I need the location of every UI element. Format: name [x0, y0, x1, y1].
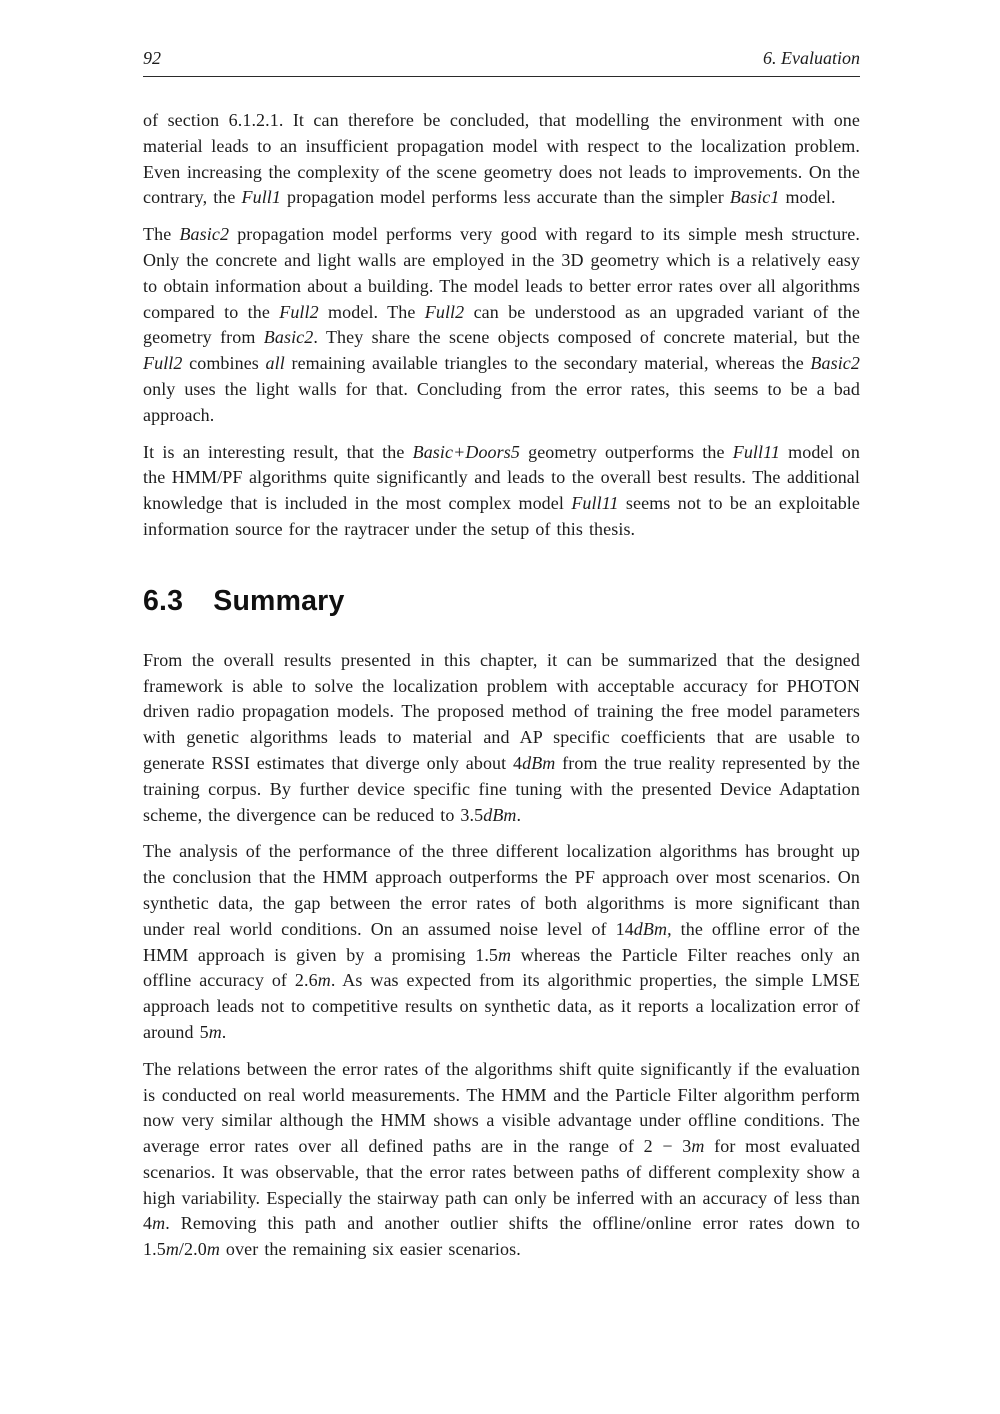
paragraph-5: The analysis of the performance of the three different localization algorithms has brought up the conclusion that the HMM approach outperforms the PF approach over most scenarios. On synthetic data, the gap between the error rates of both algorithms is more significant than under real world conditions. On an assumed noise level of 14dBm, the offline error of the HMM approach is given by a promising 1.5m whereas the Particle Filter reaches only an offline accuracy of 2.6m. As was expected from its algorithmic properties, the simple LMSE approach leads not to competitive results on synthetic data, as it reports a localization error of around 5m.: [143, 841, 860, 1042]
paragraph-2: The Basic2 propagation model performs very good with regard to its simple mesh structure. Only the concrete and light walls are employed in the 3D geometry which is a relatively easy to obtain information about a building. The model leads to better error rates over all algorithms compared to the Full2 model. The Full2 can be understood as an upgraded variant of the geometry from Basic2. They share the scene objects composed of concrete material, but the Full2 combines all remaining available triangles to the secondary material, whereas the Basic2 only uses the light walls for that. Concluding from the error rates, this seems to be a bad approach.: [143, 224, 860, 425]
paragraph-1: of section 6.1.2.1. It can therefore be concluded, that modelling the environment with one material leads to an insufficient propagation model with respect to the localization problem. Even increasing the complexity of the scene geometry does not leads to improvements. On the contrary, the Full1 propagation model performs less accurate than the simpler Basic1 model.: [143, 110, 860, 208]
paragraph-3: It is an interesting result, that the Basic+Doors5 geometry outperforms the Full11 model on the HMM/PF algorithms quite significantly and leads to the overall best results. The additional knowledge that is included in the most complex model Full11 seems not to be an exploitable information source for the raytracer under the setup of this thesis.: [143, 441, 861, 539]
paragraph-4: From the overall results presented in this chapter, it can be summarized that the designed framework is able to solve the localization problem with acceptable accuracy for PHOTON driven radio propagation models. The proposed method of training the free model parameters with genetic algorithms leads to material and AP specific coefficients that are usable to generate RSSI estimates that diverge only about 4dBm from the true reality represented by the training corpus. By further device specific fine tuning with the presented Device Adaptation scheme, the divergence can be reduced to 3.5dBm.: [143, 649, 860, 825]
page-number: 92: [143, 48, 161, 68]
section-title: Summary: [213, 584, 345, 617]
chapter-title: 6. Evaluation: [763, 48, 860, 68]
page-body: [143, 108, 860, 1263]
page-header: [143, 48, 860, 77]
section-number: 6.3: [143, 584, 184, 617]
section-heading: [143, 585, 860, 618]
paragraph-6: The relations between the error rates of the algorithms shift quite significantly if the evaluation is conducted on real world measurements. The HMM and the Particle Filter algorithm perform now very similar although the HMM shows a visible advantage under offline conditions. The average error rates over all defined paths are in the range of 2 − 3m for most evaluated scenarios. It was observable, that the error rates between paths of different complexity show a high variability. Especially the stairway path can only be inferred with an accuracy of less than 4m. Removing this path and another outlier shifts the offline/online error rates down to 1.5m/2.0m over the remaining six easier scenarios.: [143, 1058, 860, 1260]
